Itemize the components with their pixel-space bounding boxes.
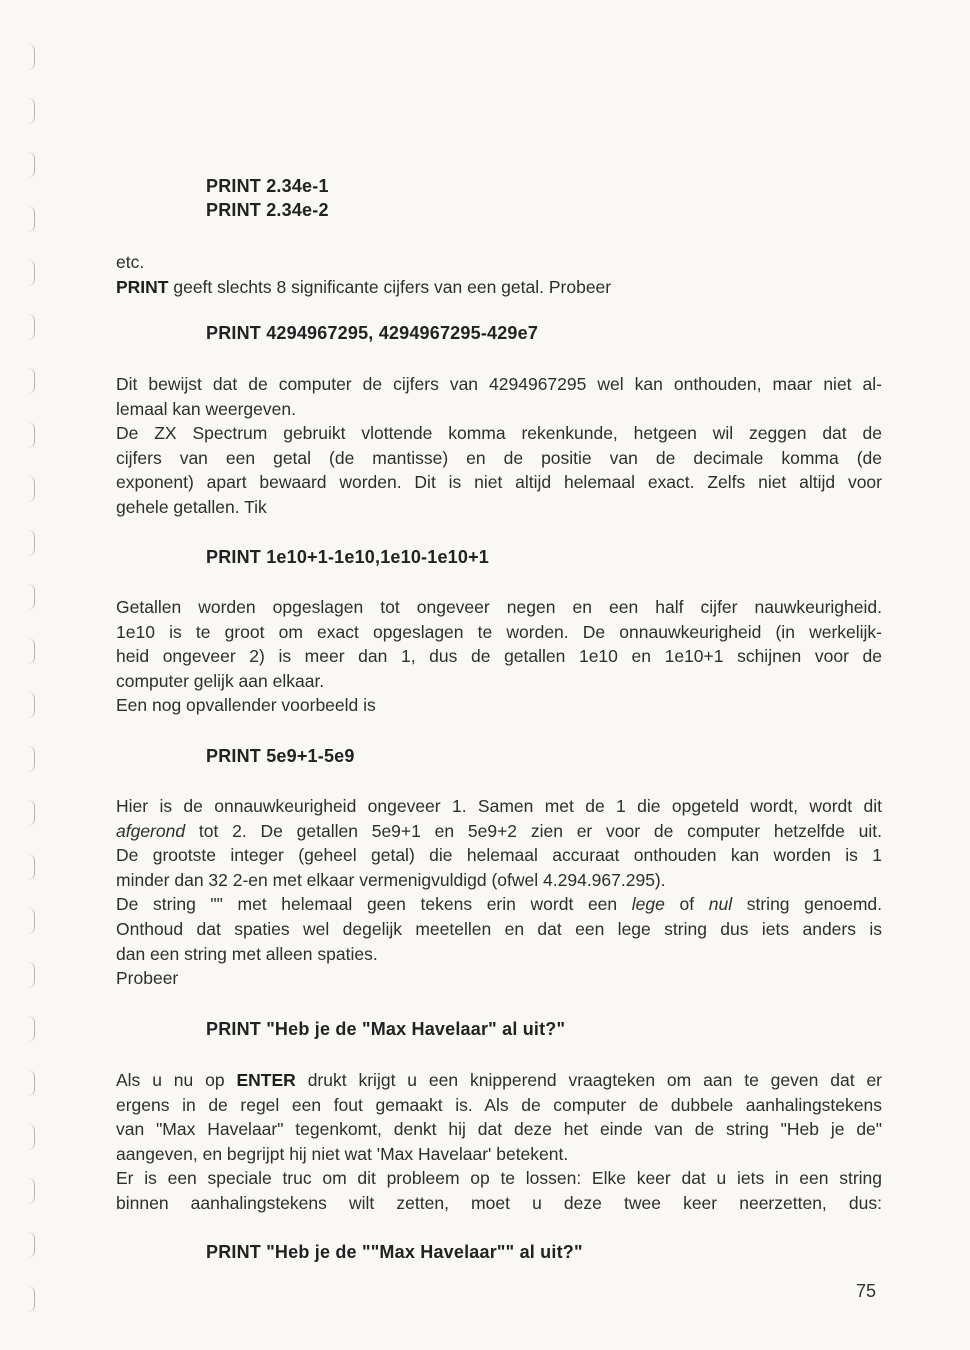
code-line-2: PRINT 2.34e-2 bbox=[206, 200, 329, 220]
text-fragment: De string "" met helemaal geen tekens erin wordt een bbox=[116, 894, 632, 915]
text-line: Probeer bbox=[116, 968, 179, 989]
code-line-4: PRINT 1e10+1-1e10,1e10-1e10+1 bbox=[206, 547, 490, 567]
text-line: Een nog opvallender voorbeeld is bbox=[116, 695, 376, 716]
text-line: van "Max Havelaar" tegenkomt, denkt hij dat deze het einde van de string "Heb je de" bbox=[116, 1119, 882, 1140]
text-line: Onthoud dat spaties wel degelijk meetellen en dat een lege string dus iets anders is bbox=[116, 918, 882, 939]
text-line: gehele getallen. Tik bbox=[116, 496, 267, 517]
code-line-3: PRINT 4294967295, 4294967295-429e7 bbox=[206, 323, 539, 343]
text-line: Er is een speciale truc om dit probleem op te lossen: Elke keer dat u iets in een string bbox=[116, 1168, 882, 1189]
text-line: ergens in de regel een fout gemaakt is. Als de computer de dubbele aanhalingstekens bbox=[116, 1094, 882, 1115]
text-fragment: geeft slechts 8 significante cijfers van een getal. Probeer bbox=[168, 276, 612, 297]
text-line: exponent) apart bewaard worden. Dit is niet altijd helemaal exact. Zelfs niet altijd voor bbox=[116, 472, 882, 493]
text-line: 1e10 is te groot om exact opgeslagen te worden. De onnauwkeurigheid (in werkelijk- bbox=[116, 621, 882, 642]
text-line: Dit bewijst dat de computer de cijfers van 4294967295 wel kan onthouden, maar niet al- bbox=[116, 374, 882, 394]
keyword: PRINT bbox=[116, 276, 169, 297]
text-fragment: string genoemd. bbox=[732, 894, 883, 915]
text-line: binnen aanhalingstekens wilt zetten, moet u deze twee keer neerzetten, dus: bbox=[116, 1192, 882, 1213]
binding-marks bbox=[28, 40, 48, 1340]
code-line-7: PRINT "Heb je de ""Max Havelaar"" al uit?" bbox=[206, 1242, 583, 1262]
text-line: cijfers van een getal (de mantisse) en de positie van de decimale komma (de bbox=[116, 447, 882, 468]
page-number: 75 bbox=[856, 1281, 877, 1301]
text-line: dan een string met alleen spaties. bbox=[116, 943, 378, 964]
text-line: minder dan 32 2-en met elkaar vermenigvuldigd (ofwel 4.294.967.295). bbox=[116, 869, 666, 890]
text-fragment: tot 2. De getallen 5e9+1 en 5e9+2 zien er voor de computer hetzelfde uit. bbox=[185, 820, 882, 841]
text-line: etc. bbox=[116, 252, 145, 272]
text-fragment: drukt krijgt u een knipperend vraagteken om aan te geven dat er bbox=[295, 1070, 883, 1090]
text-line: computer gelijk aan elkaar. bbox=[116, 670, 325, 691]
text-line bbox=[116, 275, 882, 300]
text-fragment: of bbox=[664, 894, 709, 915]
text-line: De grootste integer (geheel getal) die helemaal accuraat onthouden kan worden is 1 bbox=[116, 845, 882, 866]
emphasis: afgerond bbox=[116, 820, 186, 841]
paragraph-1 bbox=[116, 250, 882, 299]
text-line: Getallen worden opgeslagen tot ongeveer negen en een half cijfer nauwkeurigheid. bbox=[116, 597, 882, 617]
emphasis: lege bbox=[631, 894, 665, 915]
keyword: ENTER bbox=[236, 1070, 296, 1090]
text-line: De ZX Spectrum gebruikt vlottende komma rekenkunde, hetgeen wil zeggen dat de bbox=[116, 423, 882, 444]
paragraph-4 bbox=[116, 794, 882, 991]
text-line bbox=[116, 1068, 882, 1093]
text-line bbox=[116, 819, 882, 844]
paragraph-5 bbox=[116, 1068, 882, 1216]
text-fragment: Als u nu op bbox=[116, 1070, 237, 1090]
emphasis: nul bbox=[708, 894, 733, 915]
text-line bbox=[116, 892, 882, 917]
text-line: Hier is de onnauwkeurigheid ongeveer 1. Samen met de 1 die opgeteld wordt, wordt dit bbox=[116, 796, 882, 816]
paragraph-3 bbox=[116, 595, 882, 718]
text-line: heid ongeveer 2) is meer dan 1, dus de getallen 1e10 en 1e10+1 schijnen voor de bbox=[116, 646, 882, 667]
code-line-6: PRINT "Heb je de "Max Havelaar" al uit?" bbox=[206, 1019, 566, 1039]
paragraph-2 bbox=[116, 372, 882, 520]
code-line-1: PRINT 2.34e-1 bbox=[206, 176, 329, 196]
text-line: lemaal kan weergeven. bbox=[116, 398, 296, 419]
text-line: aangeven, en begrijpt hij niet wat 'Max Havelaar' betekent. bbox=[116, 1143, 569, 1164]
code-line-5: PRINT 5e9+1-5e9 bbox=[206, 746, 355, 766]
